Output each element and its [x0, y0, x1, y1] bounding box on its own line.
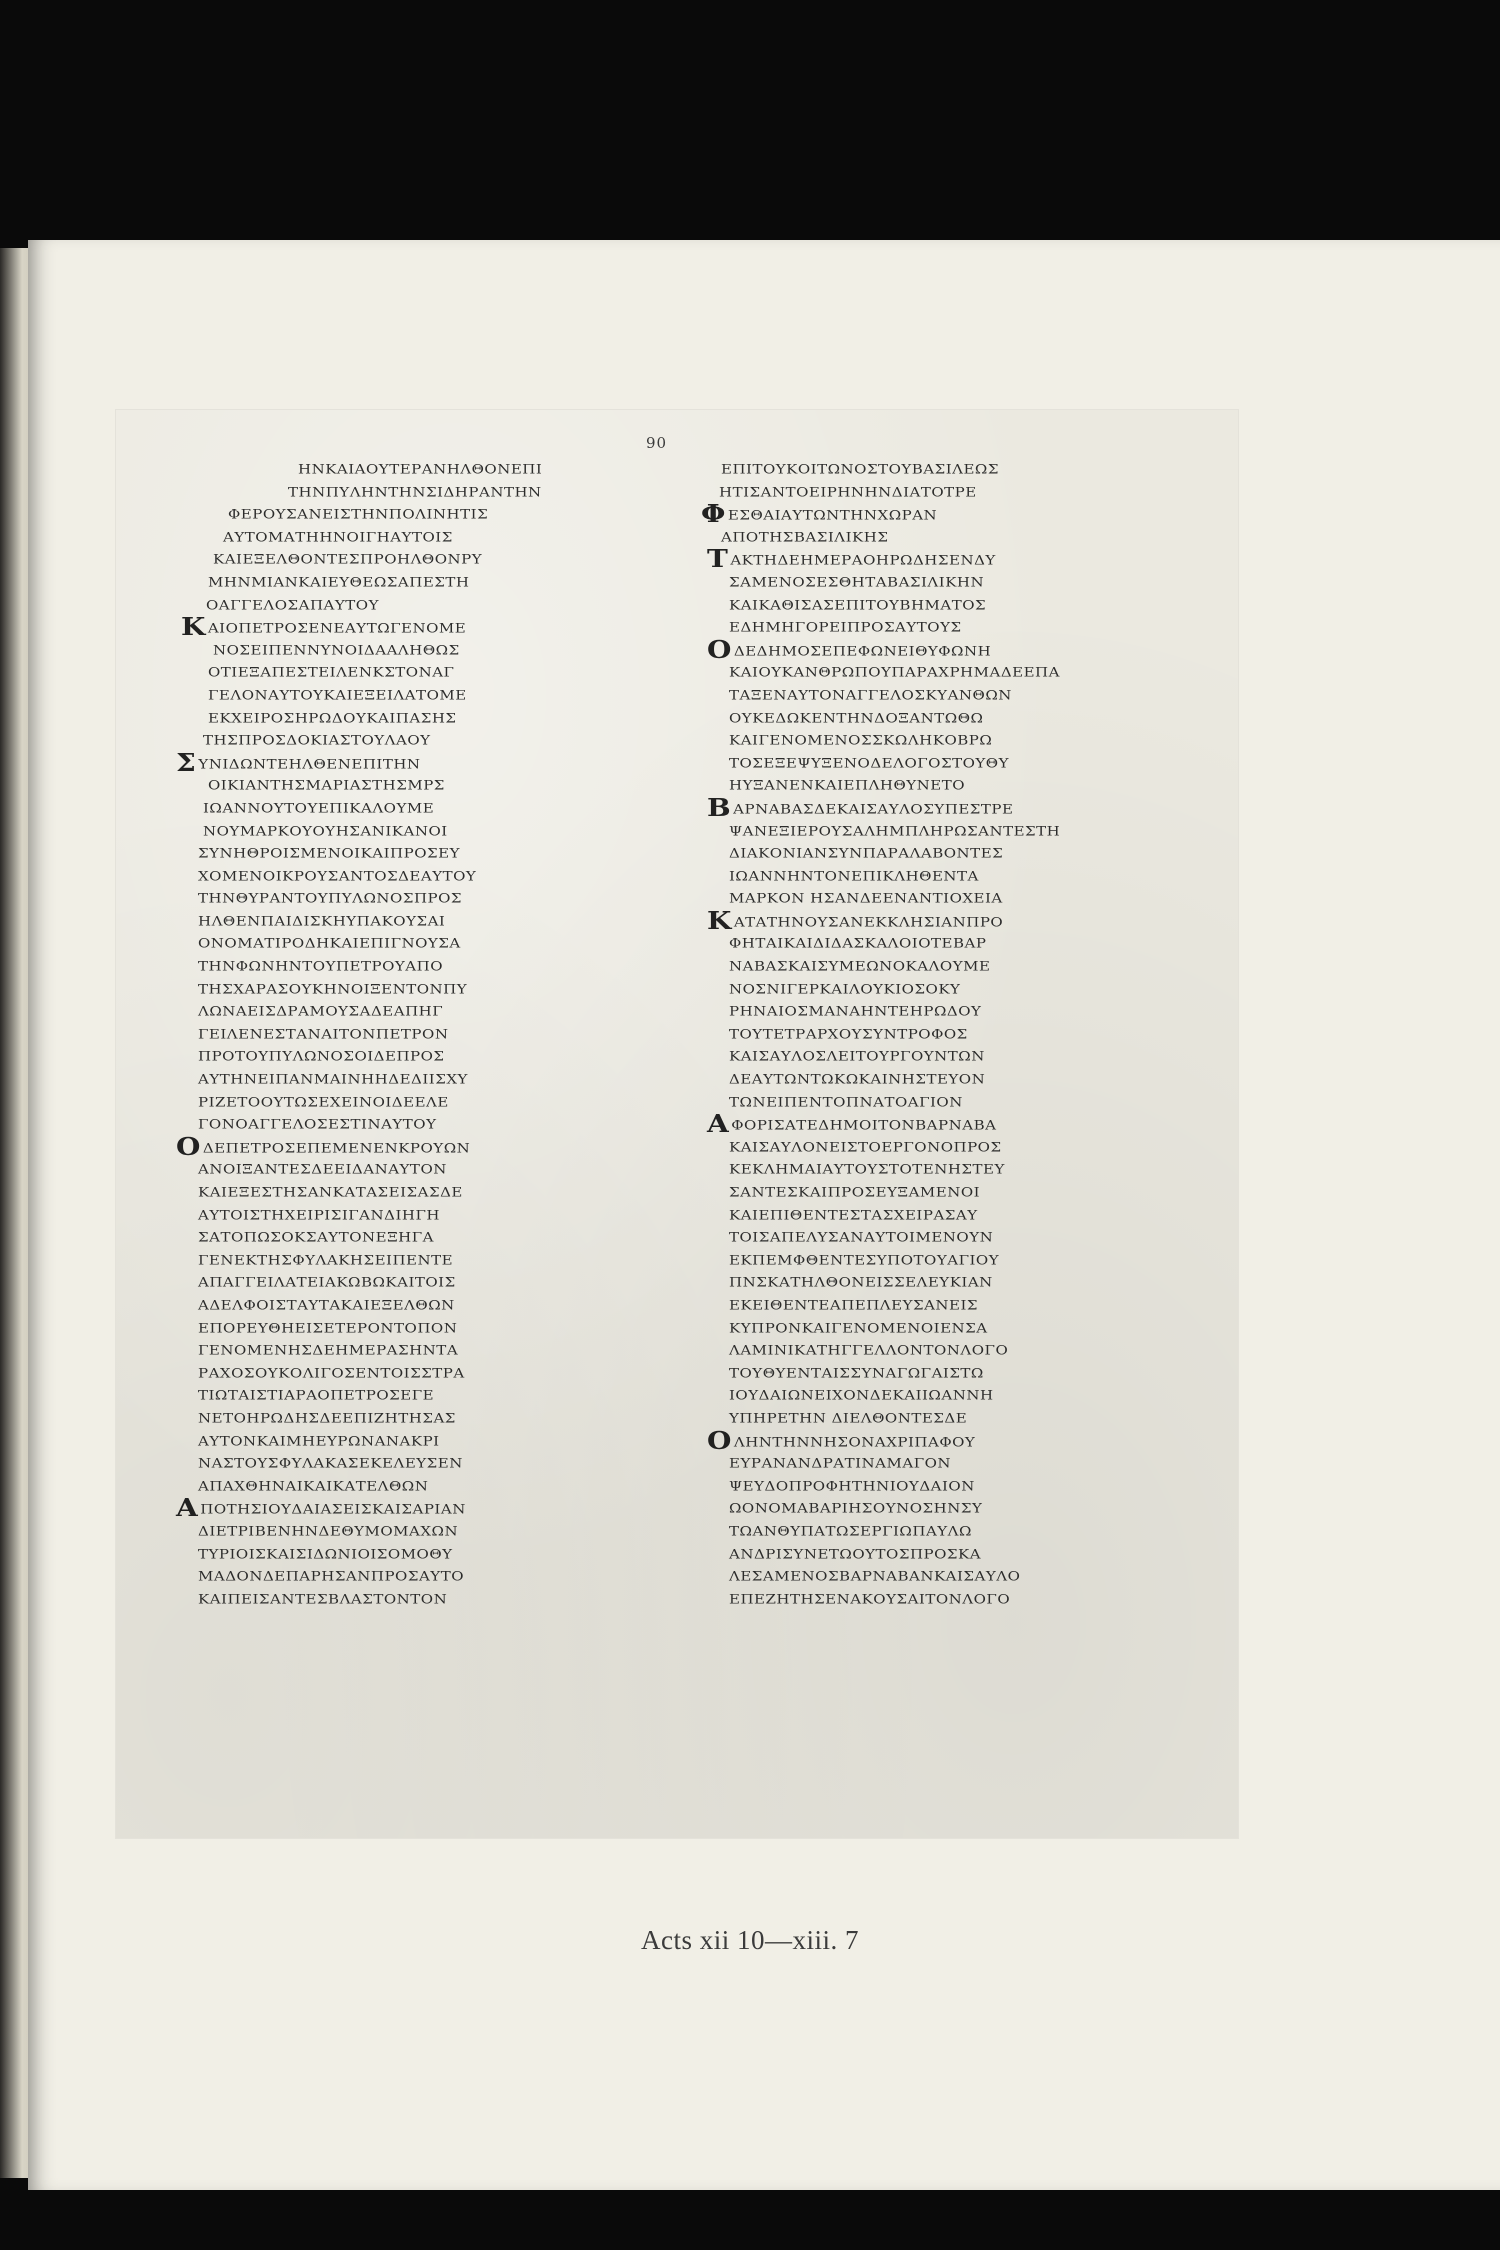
left-column-line	[148, 1000, 668, 1023]
right-column-line	[701, 548, 1221, 571]
right-column-line-text: ΤΑΞΕΝΑΥΤΟΝΑΓΓΕΛΟΣΚΥΑΝΘΩΝ	[729, 687, 1012, 703]
right-column-line-text: ΨΑΝΕΞΙΕΡΟΥΣΑΛΗΜΠΛΗΡΩΣΑΝΤΕΣΤΗ	[729, 822, 1061, 839]
right-column-line	[701, 1362, 1221, 1385]
left-column-line	[148, 1271, 668, 1294]
left-column-line-text: ΣΥΝΗΘΡΟΙΣΜΕΝΟΙΚΑΙΠΡΟΣΕΥ	[198, 845, 460, 862]
right-column-line	[701, 1136, 1221, 1159]
right-column-line-text: ΣΑΜΕΝΟΣΕΣΘΗΤΑΒΑΣΙΛΙΚΗΝ	[729, 574, 985, 590]
initial-letter: Α	[707, 1113, 730, 1136]
left-column-line-text: ΓΟΝΟΑΓΓΕΛΟΣΕΣΤΙΝΑΥΤΟΥ	[198, 1116, 437, 1133]
right-column-line	[701, 932, 1221, 955]
left-column-line-text: ΧΟΜΕΝΟΙΚΡΟΥΣΑΝΤΟΣΔΕΑΥΤΟΥ	[198, 867, 477, 884]
left-column-line	[148, 1045, 668, 1068]
left-column-line	[148, 1520, 668, 1543]
right-column-line	[701, 639, 1221, 662]
right-column-line-text: ΗΤΙΣΑΝΤΟΕΙΡΗΝΗΝΔΙΑΤΟΤΡΕ	[719, 483, 977, 500]
initial-letter: Ο	[707, 1429, 732, 1453]
right-column-line	[701, 1226, 1221, 1249]
right-column-line-text: ΕΠΙΤΟΥΚΟΙΤΩΝΟΣΤΟΥΒΑΣΙΛΕΩΣ	[721, 461, 999, 477]
right-column-line-text: ΚΑΙΚΑΘΙΣΑΣΕΠΙΤΟΥΒΗΜΑΤΟΣ	[729, 596, 987, 613]
left-column-line-text: ΡΙΖΕΤΟΟΥΤΩΣΕΧΕΙΝΟΙΔΕΕΛΕ	[198, 1093, 449, 1110]
left-column-line	[148, 1136, 668, 1159]
right-column-line-text: ΗΥΞΑΝΕΝΚΑΙΕΠΛΗΘΥΝΕΤΟ	[729, 777, 966, 794]
initial-letter: Φ	[701, 503, 726, 526]
left-column-line-text: ΓΕΙΛΕΝΕΣΤΑΝΑΙΤΟΝΠΕΤΡΟΝ	[198, 1025, 449, 1042]
right-column-line-text: ΙΩΑΝΝΗΝΤΟΝΕΠΙΚΛΗΘΕΝΤΑ	[729, 867, 979, 884]
right-column-line-text: Α ΦΟΡΙΣΑΤΕΔΗΜΟΙΤΟΝΒΑΡΝΑΒΑ	[707, 1115, 996, 1136]
right-column-line	[701, 1452, 1221, 1475]
left-column-line	[148, 774, 668, 797]
right-column-line-text: ΟΥΚΕΔΩΚΕΝΤΗΝΔΟΞΑΝΤΩΘΩ	[729, 709, 984, 726]
left-column-line-text: ΑΝΟΙΞΑΝΤΕΣΔΕΕΙΔΑΝΑΥΤΟΝ	[198, 1161, 447, 1178]
left-column-line	[148, 842, 668, 865]
left-column-line-text: ΤΗΣΧΑΡΑΣΟΥΚΗΝΟΙΞΕΝΤΟΝΠΥ	[198, 980, 468, 997]
left-column-line	[148, 503, 668, 526]
left-column-line	[148, 910, 668, 933]
right-column-line	[701, 1475, 1221, 1498]
right-column-line	[701, 910, 1221, 933]
right-column-line	[701, 1091, 1221, 1114]
right-column-line-text: ΛΕΣΑΜΕΝΟΣΒΑΡΝΑΒΑΝΚΑΙΣΑΥΛΟ	[729, 1568, 1021, 1585]
right-column-line-text: ΚΑΙΓΕΝΟΜΕΝΟΣΣΚΩΛΗΚΟΒΡΩ	[729, 732, 993, 749]
right-column-line-text: ΤΟΥΤΕΤΡΑΡΧΟΥΣΥΝΤΡΟΦΟΣ	[729, 1025, 968, 1042]
left-column-line-text: ΟΤΙΕΞΑΠΕΣΤΕΙΛΕΝΚΣΤΟΝΑΓ	[208, 664, 455, 681]
right-column-line	[701, 1588, 1221, 1611]
left-column-line	[148, 526, 668, 549]
left-column-line-text: ΚΑΙΕΞΕΣΤΗΣΑΝΚΑΤΑΣΕΙΣΑΣΔΕ	[198, 1184, 463, 1200]
right-column-line	[701, 752, 1221, 775]
left-column-line-text: ΑΥΤΟΜΑΤΗΗΝΟΙΓΗΑΥΤΟΙΣ	[223, 528, 453, 545]
right-column-line-text: ΙΟΥΔΑΙΩΝΕΙΧΟΝΔΕΚΑΙΙΩΑΝΝΗ	[729, 1387, 994, 1404]
left-column-line-text: ΚΑΙΠΕΙΣΑΝΤΕΣΒΛΑΣΤΟΝΤΟΝ	[198, 1590, 448, 1607]
right-column-line-text: ΚΑΙΟΥΚΑΝΘΡΩΠΟΥΠΑΡΑΧΡΗΜΑΔΕΕΠΑ	[729, 664, 1060, 681]
left-column-line-text: ΤΗΝΘΥΡΑΝΤΟΥΠΥΛΩΝΟΣΠΡΟΣ	[198, 890, 463, 907]
right-column-line	[701, 774, 1221, 797]
left-column-line-text: ΛΩΝΑΕΙΣΔΡΑΜΟΥΣΑΔΕΑΠΗΓ	[198, 1003, 444, 1020]
left-column-line	[148, 1204, 668, 1227]
left-column-line	[148, 1181, 668, 1204]
left-column-line	[148, 1588, 668, 1611]
right-column-line-text: ΛΑΜΙΝΙΚΑΤΗΓΓΕΛΛΟΝΤΟΝΛΟΓΟ	[729, 1342, 1009, 1359]
right-column-line	[701, 1068, 1221, 1091]
left-column-line	[148, 458, 668, 481]
right-column-line-text: Β ΑΡΝΑΒΑΣΔΕΚΑΙΣΑΥΛΟΣΥΠΕΣΤΡΕ	[707, 798, 1013, 819]
right-column-line-text: ΤΟΥΘΥΕΝΤΑΙΣΣΥΝΑΓΩΓΑΙΣΤΩ	[729, 1364, 984, 1381]
right-column-line-text: ΑΝΔΡΙΣΥΝΕΤΩΟΥΤΟΣΠΡΟΣΚΑ	[729, 1545, 982, 1562]
left-column-line	[148, 729, 668, 752]
left-column-line-text: ΝΕΤΟΗΡΩΔΗΣΔΕΕΠΙΖΗΤΗΣΑΣ	[198, 1410, 456, 1426]
initial-letter: Ο	[176, 1135, 201, 1159]
left-column-line	[148, 932, 668, 955]
left-column-line	[148, 797, 668, 820]
initial-letter: Κ	[707, 909, 732, 933]
left-column-line-text: ΚΑΙΕΞΕΛΘΟΝΤΕΣΠΡΟΗΛΘΟΝΡΥ	[213, 551, 483, 568]
right-column-line	[701, 729, 1221, 752]
left-column-line-text: ΓΕΝΟΜΕΝΗΣΔΕΗΜΕΡΑΣΗΝΤΑ	[198, 1342, 459, 1359]
right-column-line-text: ΝΟΣΝΙΓΕΡΚΑΙΛΟΥΚΙΟΣΟΚΥ	[729, 980, 961, 997]
left-column-line-text: Α ΠΟΤΗΣΙΟΥΔΑΙΑΣΕΙΣΚΑΙΣΑΡΙΑΝ	[176, 1499, 466, 1520]
right-column-line	[701, 458, 1221, 481]
left-column-line	[148, 594, 668, 617]
left-column-line	[148, 1362, 668, 1385]
left-column-line-text: ΑΥΤΟΙΣΤΗΧΕΙΡΙΣΙΓΑΝΔΙΗΓΗ	[198, 1206, 440, 1223]
left-column-line-text: ΑΥΤΗΝΕΙΠΑΝΜΑΙΝΗΗΔΕΔΙΙΣΧΥ	[198, 1071, 468, 1087]
right-column-line	[701, 1294, 1221, 1317]
left-column-line	[148, 684, 668, 707]
right-column-line-text: ΤΩΑΝΘΥΠΑΤΩΣΕΡΓΙΩΠΑΥΛΩ	[729, 1523, 972, 1539]
right-column-line	[701, 842, 1221, 865]
left-column-line-text: ΝΟΥΜΑΡΚΟΥΟΥΗΣΑΝΙΚΑΝΟΙ	[203, 822, 448, 839]
right-column-line-text: ΤΟΙΣΑΠΕΛΥΣΑΝΑΥΤΟΙΜΕΝΟΥΝ	[729, 1229, 994, 1246]
left-column-line	[148, 1565, 668, 1588]
initial-letter: Ο	[707, 638, 732, 662]
right-column-line	[701, 1384, 1221, 1407]
left-column-line	[148, 571, 668, 594]
right-column-line-text: ΕΚΠΕΜΦΘΕΝΤΕΣΥΠΟΤΟΥΑΓΙΟΥ	[729, 1251, 1000, 1268]
left-column-line-text: ΠΡΟΤΟΥΠΥΛΩΝΟΣΟΙΔΕΠΡΟΣ	[198, 1048, 445, 1065]
right-column-line	[701, 616, 1221, 639]
left-column-line-text: ΑΥΤΟΝΚΑΙΜΗΕΥΡΩΝΑΝΑΚΡΙ	[198, 1432, 440, 1449]
right-column-line-text: ΜΑΡΚΟΝ ΗΣΑΝΔΕΕΝΑΝΤΙΟΧΕΙΑ	[729, 890, 1003, 907]
left-column-line	[148, 548, 668, 571]
left-column-line	[148, 1430, 668, 1453]
left-column-line	[148, 820, 668, 843]
right-column-line	[701, 1045, 1221, 1068]
left-column-line-text: ΜΗΝΜΙΑΝΚΑΙΕΥΘΕΩΣΑΠΕΣΤΗ	[208, 574, 470, 590]
right-column-line	[701, 1181, 1221, 1204]
left-column-line-text: ΗΝΚΑΙΑΟΥΤΕΡΑΝΗΛΘΟΝΕΠΙ	[298, 461, 543, 477]
right-column-line-text: Ο ΛΗΝΤΗΝΝΗΣΟΝΑΧΡΙΠΑΦΟΥ	[707, 1431, 975, 1452]
left-column-line	[148, 955, 668, 978]
left-column-line	[148, 1068, 668, 1091]
manuscript-column-right	[701, 458, 1221, 1610]
right-column-line-text: ΔΕΑΥΤΩΝΤΩΚΩΚΑΙΝΗΣΤΕΥΟΝ	[729, 1071, 986, 1087]
left-column-line-text: ΤΗΝΦΩΝΗΝΤΟΥΠΕΤΡΟΥΑΠΟ	[198, 958, 444, 975]
right-column-line	[701, 1339, 1221, 1362]
left-column-line-text: ΑΠΑΧΘΗΝΑΙΚΑΙΚΑΤΕΛΘΩΝ	[198, 1477, 429, 1494]
left-column-line-text: ΤΗΣΠΡΟΣΔΟΚΙΑΣΤΟΥΛΑΟΥ	[203, 732, 431, 749]
right-column-line-text: Φ ΕΣΘΑΙΑΥΤΩΝΤΗΝΧΩΡΑΝ	[701, 505, 937, 526]
left-column-line-text: ΦΕΡΟΥΣΑΝΕΙΣΤΗΝΠΟΛΙΝΗΤΙΣ	[228, 506, 489, 523]
left-column-line-text: ΤΗΝΠΥΛΗΝΤΗΝΣΙΔΗΡΑΝΤΗΝ	[288, 483, 542, 500]
initial-letter: Τ	[707, 548, 729, 571]
right-column-line	[701, 1249, 1221, 1272]
book-page	[28, 240, 1500, 2190]
right-column-line	[701, 1543, 1221, 1566]
right-column-line-text: ΑΠΟΤΗΣΒΑΣΙΛΙΚΗΣ	[721, 528, 889, 545]
right-column-line	[701, 1520, 1221, 1543]
folio-number: 90	[646, 434, 668, 452]
right-column-line	[701, 1204, 1221, 1227]
left-column-line	[148, 1091, 668, 1114]
left-column-line-text: Κ ΑΙΟΠΕΤΡΟΣΕΝΕΑΥΤΩΓΕΝΟΜΕ	[181, 618, 466, 639]
right-column-line-text: ΝΑΒΑΣΚΑΙΣΥΜΕΩΝΟΚΑΛΟΥΜΕ	[729, 958, 991, 975]
left-column-line	[148, 978, 668, 1001]
right-column-line	[701, 1000, 1221, 1023]
right-column-line	[701, 1407, 1221, 1430]
left-column-line	[148, 1158, 668, 1181]
right-column-line	[701, 1023, 1221, 1046]
left-column-line	[148, 1113, 668, 1136]
right-column-line-text: ΣΑΝΤΕΣΚΑΙΠΡΟΣΕΥΞΑΜΕΝΟΙ	[729, 1184, 981, 1200]
left-column-line	[148, 1452, 668, 1475]
left-column-line-text: ΝΟΣΕΙΠΕΝΝΥΝΟΙΔΑΑΛΗΘΩΣ	[213, 641, 460, 658]
left-column-line	[148, 1226, 668, 1249]
right-column-line	[701, 887, 1221, 910]
left-column-line-text: ΓΕΛΟΝΑΥΤΟΥΚΑΙΕΞΕΙΛΑΤΟΜΕ	[208, 687, 467, 703]
right-column-line-text: ΚΑΙΣΑΥΛΟΣΛΕΙΤΟΥΡΓΟΥΝΤΩΝ	[729, 1048, 985, 1065]
left-column-line-text: ΙΩΑΝΝΟΥΤΟΥΕΠΙΚΑΛΟΥΜΕ	[203, 800, 435, 816]
right-column-line-text: ΤΟΣΕΞΕΨΥΞΕΝΟΔΕΛΟΓΟΣΤΟΥΘΥ	[729, 754, 1009, 771]
right-column-line-text: ΦΗΤΑΙΚΑΙΔΙΔΑΣΚΑΛΟΙΟΤΕΒΑΡ	[729, 935, 987, 952]
right-column-line-text: ΔΙΑΚΟΝΙΑΝΣΥΝΠΑΡΑΛΑΒΟΝΤΕΣ	[729, 845, 1004, 862]
right-column-line	[701, 1565, 1221, 1588]
right-column-line-text: ΕΠΕΖΗΤΗΣΕΝΑΚΟΥΣΑΙΤΟΝΛΟΓΟ	[729, 1590, 1011, 1607]
left-column-line-text: ΤΥΡΙΟΙΣΚΑΙΣΙΔΩΝΙΟΙΣΟΜΟΘΥ	[198, 1545, 453, 1562]
right-column-line-text: ΚΑΙΣΑΥΛΟΝΕΙΣΤΟΕΡΓΟΝΟΠΡΟΣ	[729, 1138, 1002, 1155]
left-column-line-text: Ο ΔΕΠΕΤΡΟΣΕΠΕΜΕΝΕΝΚΡΟΥΩΝ	[176, 1137, 470, 1158]
right-column-line-text: ΚΕΚΛΗΜΑΙΑΥΤΟΥΣΤΟΤΕΝΗΣΤΕΥ	[729, 1161, 1005, 1178]
right-column-line	[701, 1430, 1221, 1453]
right-column-line	[701, 1317, 1221, 1340]
right-column-line	[701, 684, 1221, 707]
left-column-line	[148, 1475, 668, 1498]
left-column-line	[148, 1023, 668, 1046]
left-column-line	[148, 887, 668, 910]
left-column-line	[148, 1497, 668, 1520]
left-column-line-text: ΤΙΩΤΑΙΣΤΙΑΡΑΟΠΕΤΡΟΣΕΓΕ	[198, 1387, 435, 1404]
left-column-line-text: ΔΙΕΤΡΙΒΕΝΗΝΔΕΘΥΜΟΜΑΧΩΝ	[198, 1523, 459, 1539]
left-column-line	[148, 661, 668, 684]
right-column-line	[701, 481, 1221, 504]
right-column-line-text: Τ ΑΚΤΗΔΕΗΜΕΡΑΟΗΡΩΔΗΣΕΝΔΥ	[707, 550, 996, 571]
right-column-line	[701, 955, 1221, 978]
right-column-line	[701, 1113, 1221, 1136]
right-column-line-text: ΕΚΕΙΘΕΝΤΕΑΠΕΠΛΕΥΣΑΝΕΙΣ	[729, 1297, 979, 1313]
right-column-line	[701, 707, 1221, 730]
plate-caption: Acts xii 10—xiii. 7	[641, 1925, 859, 1955]
left-column-line	[148, 481, 668, 504]
left-column-line-text: ΟΙΚΙΑΝΤΗΣΜΑΡΙΑΣΤΗΣΜΡΣ	[208, 777, 445, 794]
left-column-line	[148, 1294, 668, 1317]
right-column-line	[701, 797, 1221, 820]
right-column-line-text: Κ ΑΤΑΤΗΝΟΥΣΑΝΕΚΚΛΗΣΙΑΝΠΡΟ	[707, 911, 1003, 932]
right-column-line-text: ΕΔΗΜΗΓΟΡΕΙΠΡΟΣΑΥΤΟΥΣ	[729, 619, 962, 636]
left-column-line	[148, 752, 668, 775]
right-column-line	[701, 865, 1221, 888]
right-column-line-text: Ο ΔΕΔΗΜΟΣΕΠΕΦΩΝΕΙΘΥΦΩΝΗ	[707, 640, 991, 661]
right-column-line	[701, 1158, 1221, 1181]
right-column-line	[701, 503, 1221, 526]
left-column-line-text: ΕΠΟΡΕΥΘΗΕΙΣΕΤΕΡΟΝΤΟΠΟΝ	[198, 1319, 458, 1336]
right-column-line	[701, 594, 1221, 617]
right-column-line-text: ΠΝΣΚΑΤΗΛΘΟΝΕΙΣΣΕΛΕΥΚΙΑΝ	[729, 1274, 993, 1291]
right-column-line-text: ΡΗΝΑΙΟΣΜΑΝΑΗΝΤΕΗΡΩΔΟΥ	[729, 1003, 982, 1020]
right-column-line-text: ΕΥΡΑΝΑΝΔΡΑΤΙΝΑΜΑΓΟΝ	[729, 1455, 952, 1472]
initial-letter: Β	[707, 796, 732, 820]
left-column-line	[148, 639, 668, 662]
left-column-line-text: ΑΔΕΛΦΟΙΣΤΑΥΤΑΚΑΙΕΞΕΛΘΩΝ	[198, 1297, 455, 1313]
right-column-line-text: ΚΥΠΡΟΝΚΑΙΓΕΝΟΜΕΝΟΙΕΝΣΑ	[729, 1319, 988, 1336]
left-column-line-text: ΝΑΣΤΟΥΣΦΥΛΑΚΑΣΕΚΕΛΕΥΣΕΝ	[198, 1455, 463, 1472]
left-column-line-text: ΗΛΘΕΝΠΑΙΔΙΣΚΗΥΠΑΚΟΥΣΑΙ	[198, 912, 446, 929]
left-column-line-text: ΑΠΑΓΓΕΙΛΑΤΕΙΑΚΩΒΩΚΑΙΤΟΙΣ	[198, 1274, 456, 1291]
left-column-line	[148, 1249, 668, 1272]
left-column-line-text: ΕΚΧΕΙΡΟΣΗΡΩΔΟΥΚΑΙΠΑΣΗΣ	[208, 709, 457, 726]
left-column-line-text: ΡΑΧΟΣΟΥΚΟΛΙΓΟΣΕΝΤΟΙΣΣΤΡΑ	[198, 1364, 465, 1381]
left-column-line-text: ΟΑΓΓΕΛΟΣΑΠΑΥΤΟΥ	[206, 596, 379, 613]
right-column-line-text: ΨΕΥΔΟΠΡΟΦΗΤΗΝΙΟΥΔΑΙΟΝ	[729, 1477, 975, 1494]
initial-letter: Σ	[176, 751, 197, 775]
right-column-line-text: ΥΠΗΡΕΤΗΝ ΔΙΕΛΘΟΝΤΕΣΔΕ	[729, 1410, 968, 1426]
right-column-line	[701, 1497, 1221, 1520]
right-column-line	[701, 661, 1221, 684]
right-column-line	[701, 526, 1221, 549]
left-column-line-text: ΓΕΝΕΚΤΗΣΦΥΛΑΚΗΣΕΙΠΕΝΤΕ	[198, 1251, 454, 1268]
left-column-line-text: Σ ΥΝΙΔΩΝΤΕΗΛΘΕΝΕΠΙΤΗΝ	[176, 753, 421, 774]
right-column-line-text: ΤΩΝΕΙΠΕΝΤΟΠΝΑΤΟΑΓΙΟΝ	[729, 1093, 963, 1110]
initial-letter: Κ	[181, 616, 206, 639]
right-column-line	[701, 978, 1221, 1001]
left-column-line-text: ΣΑΤΟΠΩΣΟΚΣΑΥΤΟΝΕΞΗΓΑ	[198, 1229, 434, 1246]
right-column-line	[701, 571, 1221, 594]
left-column-line	[148, 707, 668, 730]
manuscript-plate	[116, 410, 1238, 1838]
right-column-line	[701, 820, 1221, 843]
right-column-line-text: ΩΟΝΟΜΑΒΑΡΙΗΣΟΥΝΟΣΗΝΣΥ	[729, 1500, 983, 1517]
left-column-line	[148, 1407, 668, 1430]
manuscript-column-left	[148, 458, 668, 1610]
left-column-line-text: ΟΝΟΜΑΤΙΡΟΔΗΚΑΙΕΠΙΓΝΟΥΣΑ	[198, 935, 461, 952]
left-column-line-text: ΜΑΔΟΝΔΕΠΑΡΗΣΑΝΠΡΟΣΑΥΤΟ	[198, 1568, 464, 1585]
left-column-line	[148, 616, 668, 639]
left-column-line	[148, 1543, 668, 1566]
initial-letter: Α	[176, 1497, 199, 1520]
right-column-line	[701, 1271, 1221, 1294]
right-column-line-text: ΚΑΙΕΠΙΘΕΝΤΕΣΤΑΣΧΕΙΡΑΣΑΥ	[729, 1206, 978, 1223]
left-column-line	[148, 1317, 668, 1340]
left-column-line	[148, 1384, 668, 1407]
left-column-line	[148, 865, 668, 888]
left-column-line	[148, 1339, 668, 1362]
